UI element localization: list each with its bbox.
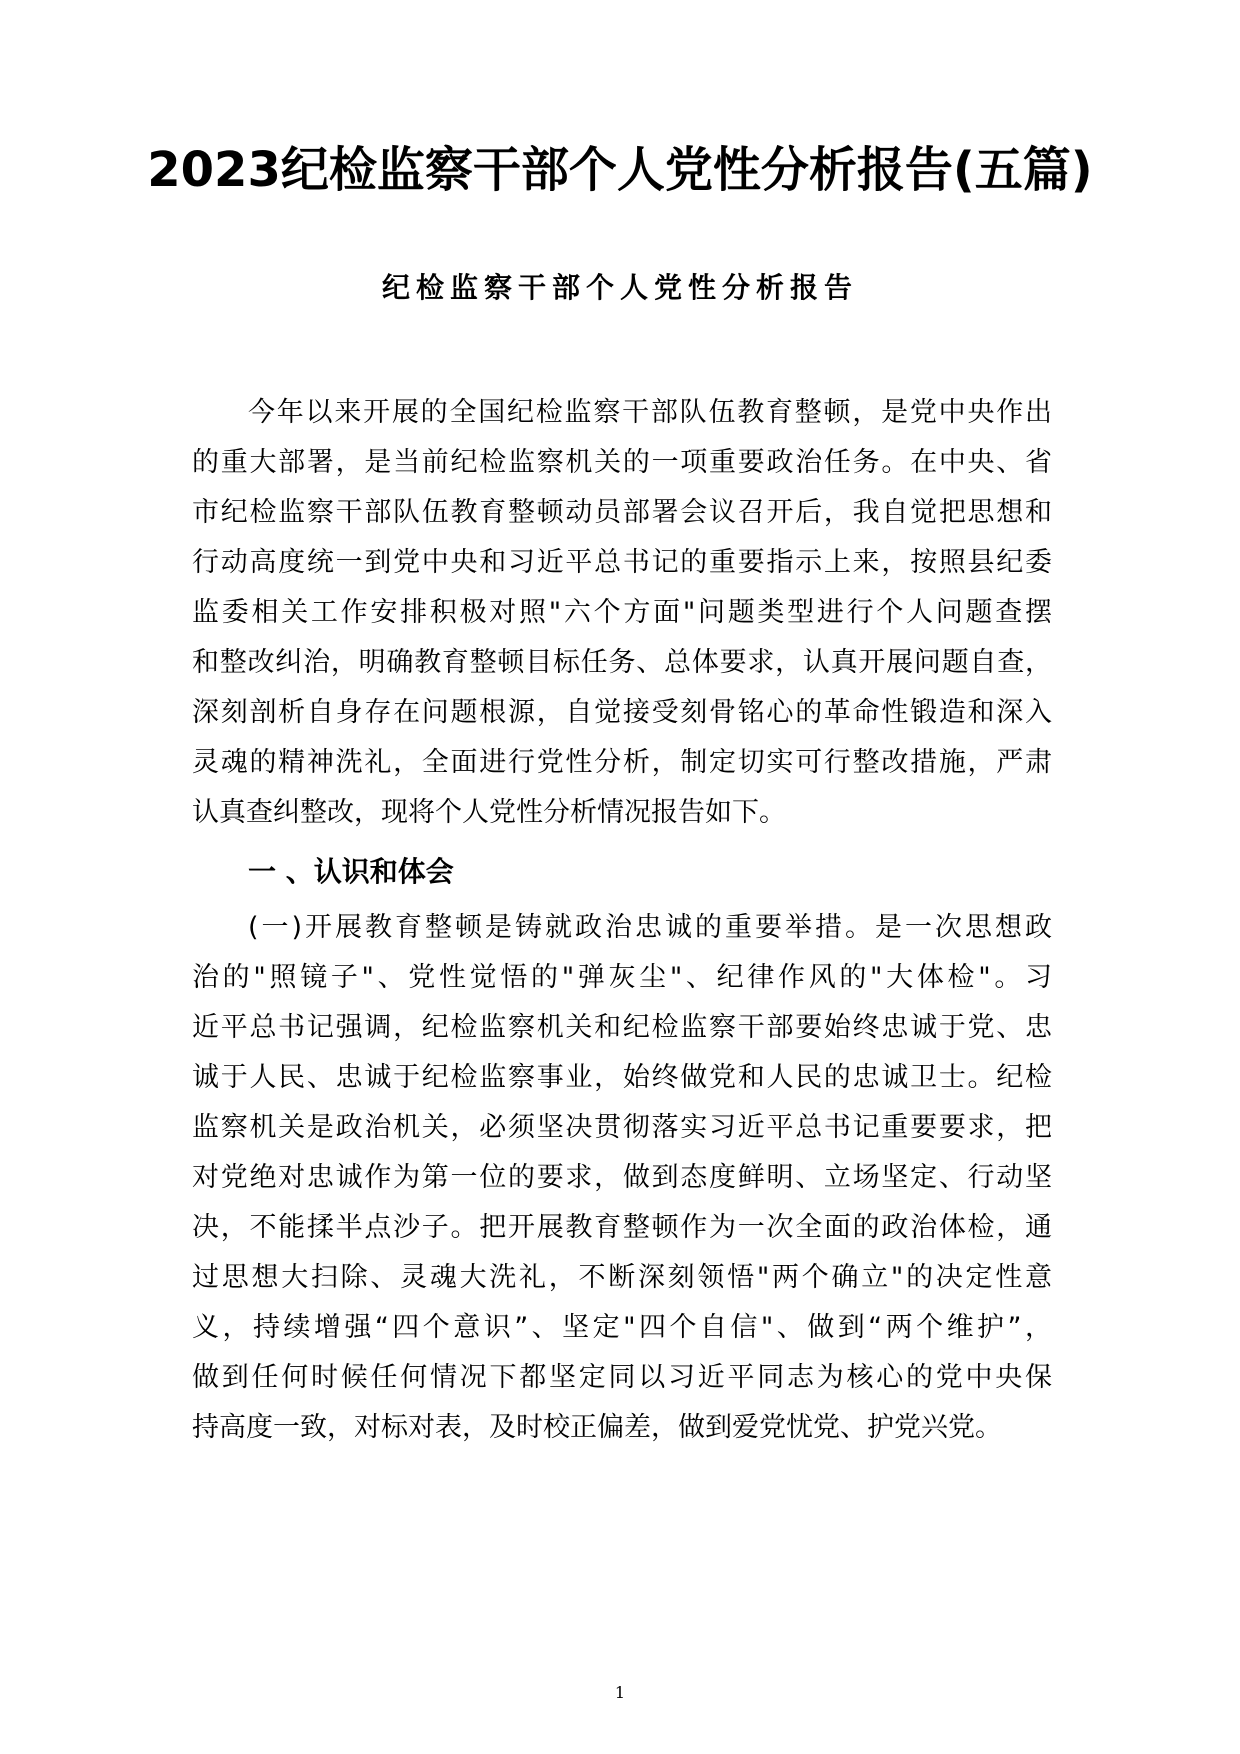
paragraph-1-line: 的重大部署，是当前纪检监察机关的一项重要政治任务。在中央、省 — [192, 447, 1052, 478]
section-heading: 一 、认识和体会 — [248, 855, 454, 888]
paragraph-2-line: 过思想大扫除、灵魂大洗礼，不断深刻领悟"两个确立"的决定性意 — [192, 1262, 1052, 1293]
paragraph-2-line: 义，持续增强“四个意识”、坚定"四个自信"、做到“两个维护”， — [192, 1312, 1052, 1343]
paragraph-1-line: 今年以来开展的全国纪检监察干部队伍教育整顿，是党中央作出 — [248, 397, 1052, 428]
paragraph-1-line: 深刻剖析自身存在问题根源，自觉接受刻骨铭心的革命性锻造和深入 — [192, 697, 1052, 728]
paragraph-1-line: 认真查纠整改，现将个人党性分析情况报告如下。 — [192, 797, 786, 828]
paragraph-2-line: 对党绝对忠诚作为第一位的要求，做到态度鲜明、立场坚定、行动坚 — [192, 1162, 1052, 1193]
paragraph-1-line: 监委相关工作安排积极对照"六个方面"问题类型进行个人问题查摆 — [192, 597, 1052, 628]
paragraph-1-line: 灵魂的精神洗礼，全面进行党性分析，制定切实可行整改措施，严肃 — [192, 747, 1052, 778]
paragraph-2-line: 治的"照镜子"、党性觉悟的"弹灰尘"、纪律作风的"大体检"。习 — [192, 962, 1052, 993]
page-number: 1 — [614, 1683, 626, 1702]
report-subtitle: 纪检监察干部个人党性分析报告 — [381, 271, 858, 304]
paragraph-2-line: 决，不能揉半点沙子。把开展教育整顿作为一次全面的政治体检，通 — [192, 1212, 1052, 1243]
paragraph-2-line: 持高度一致，对标对表，及时校正偏差，做到爱党忧党、护党兴党。 — [192, 1412, 1002, 1443]
paragraph-1-line: 市纪检监察干部队伍教育整顿动员部署会议召开后，我自觉把思想和 — [192, 497, 1052, 528]
paragraph-2-line: (一)开展教育整顿是铸就政治忠诚的重要举措。是一次思想政 — [248, 912, 1052, 943]
paragraph-2-line: 近平总书记强调，纪检监察机关和纪检监察干部要始终忠诚于党、忠 — [192, 1012, 1052, 1043]
paragraph-1-line: 行动高度统一到党中央和习近平总书记的重要指示上来，按照县纪委 — [192, 547, 1052, 578]
paragraph-2-line: 做到任何时候任何情况下都坚定同以习近平同志为核心的党中央保 — [192, 1362, 1052, 1393]
document-title: 2023纪检监察干部个人党性分析报告(五篇) — [147, 142, 1093, 198]
paragraph-2-line: 监察机关是政治机关，必须坚决贯彻落实习近平总书记重要要求，把 — [192, 1112, 1052, 1143]
paragraph-2-line: 诚于人民、忠诚于纪检监察事业，始终做党和人民的忠诚卫士。纪检 — [192, 1062, 1052, 1093]
paragraph-1-line: 和整改纠治，明确教育整顿目标任务、总体要求，认真开展问题自查， — [192, 647, 1052, 678]
